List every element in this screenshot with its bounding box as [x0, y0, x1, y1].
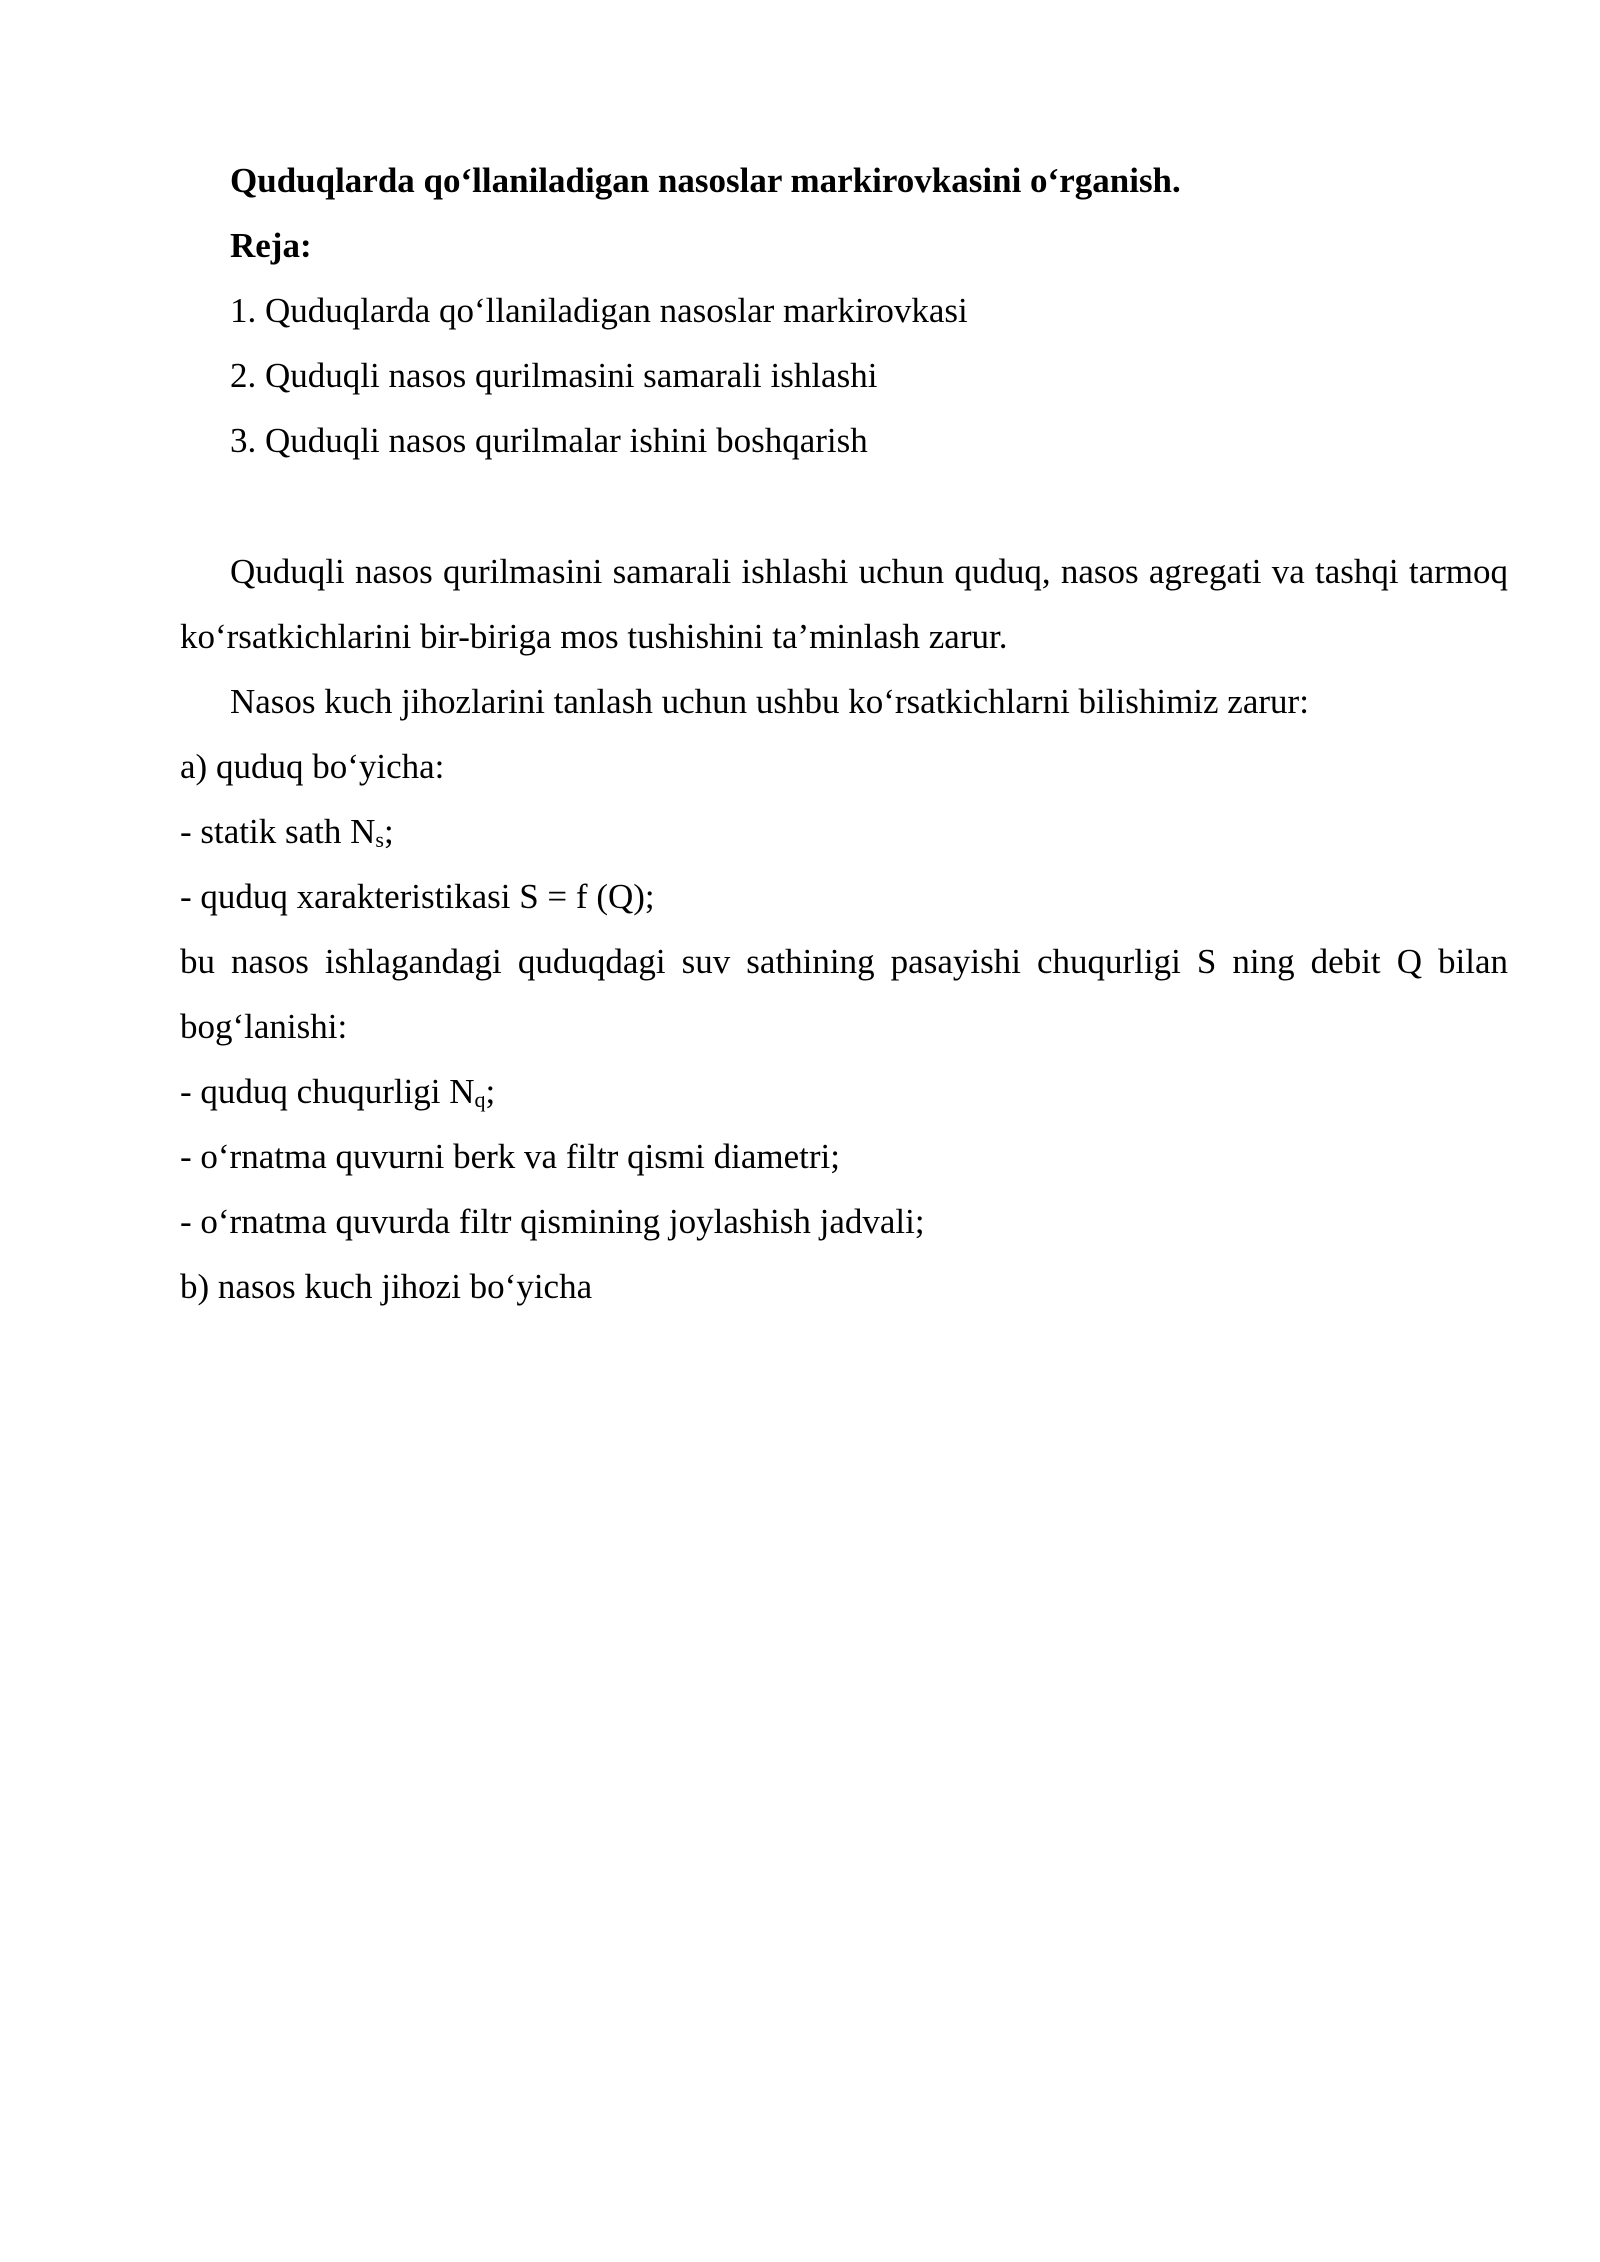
well-depth-item [180, 1059, 1508, 1124]
plan-list [180, 278, 1508, 473]
filter-schedule-item: - o‘rnatma quvurda filtr qismining joylashish jadvali; [180, 1202, 925, 1241]
document-title: Quduqlarda qo‘llaniladigan nasoslar markirovkasini o‘rganish. [230, 161, 1181, 200]
paragraph-spacer [180, 473, 1508, 539]
casing-diameter-item: - o‘rnatma quvurni berk va filtr qismi diametri; [180, 1137, 840, 1176]
document-body [180, 148, 1508, 1319]
static-level-text: - statik sath N [180, 812, 376, 851]
characteristic-explanation: bu nasos ishlagandagi quduqdagi suv sathining pasayishi chuqurligi S ning debit Q bilan bog‘lanishi: [180, 942, 1508, 1046]
static-level-item [180, 799, 1508, 864]
well-depth-text: - quduq chuqurligi N [180, 1072, 475, 1111]
static-level-subscript: s [375, 827, 384, 852]
section-a-label: a) quduq bo‘yicha: [180, 747, 445, 786]
paragraph-requirements: Nasos kuch jihozlarini tanlash uchun ushbu ko‘rsatkichlarni bilishimiz zarur: [230, 682, 1309, 721]
paragraph-intro: Quduqli nasos qurilmasini samarali ishlashi uchun quduq, nasos agregati va tashqi tarmoq ko‘rsatkichlarini bir-biriga mos tushishini ta’minlash zarur. [180, 552, 1508, 656]
plan-heading: Reja: [230, 226, 312, 265]
static-level-suffix: ; [383, 812, 394, 851]
plan-item: 2. Quduqli nasos qurilmasini samarali ishlashi [230, 356, 878, 395]
well-characteristic-item: - quduq xarakteristikasi S = f (Q); [180, 877, 655, 916]
well-depth-suffix: ; [485, 1072, 496, 1111]
plan-item: 1. Quduqlarda qo‘llaniladigan nasoslar markirovkasi [230, 291, 968, 330]
section-b-label: b) nasos kuch jihozi bo‘yicha [180, 1267, 593, 1306]
well-depth-subscript: q [474, 1087, 486, 1112]
plan-item: 3. Quduqli nasos qurilmalar ishini boshqarish [230, 421, 868, 460]
